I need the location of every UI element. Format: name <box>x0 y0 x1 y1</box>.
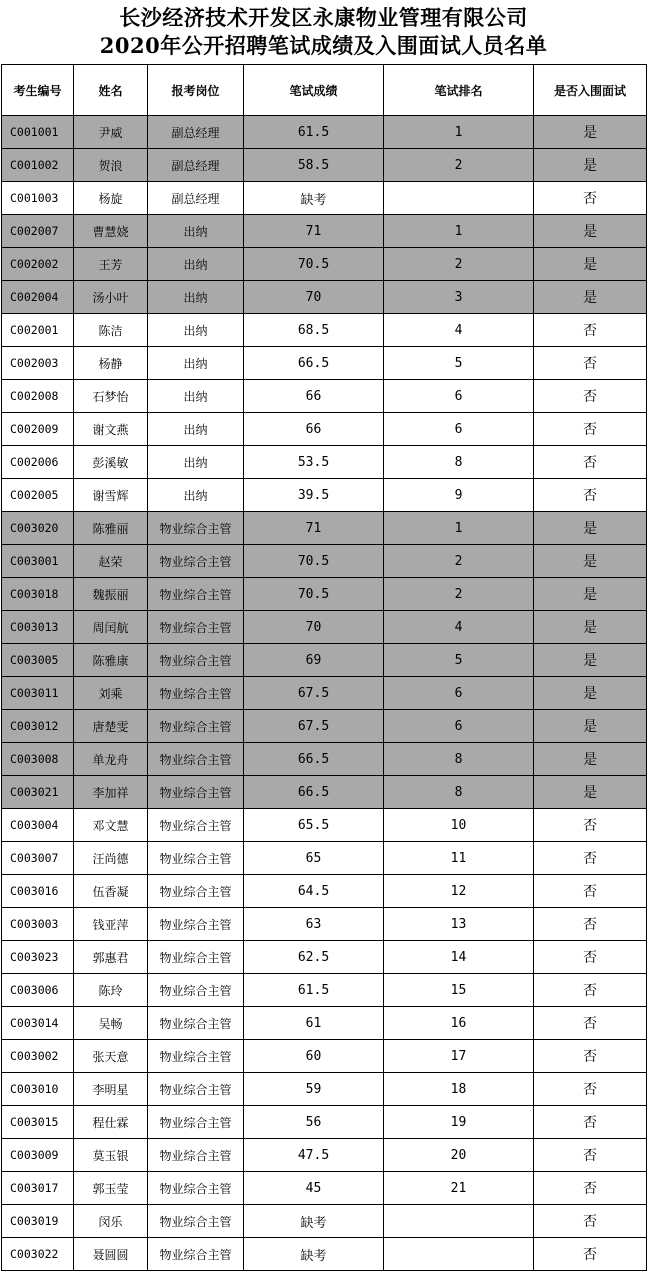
cell-rank: 6 <box>384 380 534 413</box>
cell-rank: 10 <box>384 809 534 842</box>
cell-position: 物业综合主管 <box>148 809 244 842</box>
cell-rank: 4 <box>384 314 534 347</box>
cell-name: 单龙舟 <box>74 743 148 776</box>
cell-interview: 是 <box>534 578 647 611</box>
cell-position: 物业综合主管 <box>148 710 244 743</box>
table-row <box>2 281 647 314</box>
cell-position: 出纳 <box>148 479 244 512</box>
cell-interview: 是 <box>534 512 647 545</box>
cell-rank: 21 <box>384 1172 534 1205</box>
cell-score: 缺考 <box>244 1238 384 1271</box>
cell-interview: 否 <box>534 842 647 875</box>
cell-candidate-id: C002008 <box>2 380 74 413</box>
cell-interview: 否 <box>534 809 647 842</box>
cell-interview: 是 <box>534 743 647 776</box>
cell-position: 出纳 <box>148 314 244 347</box>
table-row <box>2 611 647 644</box>
table-body <box>2 116 647 1271</box>
cell-name: 魏振丽 <box>74 578 148 611</box>
cell-score: 66.5 <box>244 743 384 776</box>
cell-rank: 12 <box>384 875 534 908</box>
cell-candidate-id: C003019 <box>2 1205 74 1238</box>
cell-name: 贺浪 <box>74 149 148 182</box>
cell-position: 物业综合主管 <box>148 941 244 974</box>
table-row <box>2 1040 647 1073</box>
cell-candidate-id: C003003 <box>2 908 74 941</box>
header-score: 笔试成绩 <box>244 65 384 116</box>
cell-candidate-id: C003011 <box>2 677 74 710</box>
cell-candidate-id: C003021 <box>2 776 74 809</box>
table-row <box>2 677 647 710</box>
cell-score: 65.5 <box>244 809 384 842</box>
cell-position: 物业综合主管 <box>148 611 244 644</box>
table-row <box>2 941 647 974</box>
cell-rank <box>384 182 534 215</box>
cell-candidate-id: C003006 <box>2 974 74 1007</box>
cell-score: 61.5 <box>244 974 384 1007</box>
cell-score: 70 <box>244 611 384 644</box>
cell-name: 陈雅康 <box>74 644 148 677</box>
header-position: 报考岗位 <box>148 65 244 116</box>
cell-interview: 否 <box>534 974 647 1007</box>
cell-score: 69 <box>244 644 384 677</box>
cell-candidate-id: C002006 <box>2 446 74 479</box>
cell-interview: 是 <box>534 776 647 809</box>
cell-score: 68.5 <box>244 314 384 347</box>
table-row <box>2 1205 647 1238</box>
cell-candidate-id: C001003 <box>2 182 74 215</box>
cell-position: 物业综合主管 <box>148 743 244 776</box>
cell-score: 66.5 <box>244 347 384 380</box>
cell-interview: 否 <box>534 413 647 446</box>
table-row <box>2 809 647 842</box>
cell-interview: 否 <box>534 1238 647 1271</box>
cell-position: 物业综合主管 <box>148 1139 244 1172</box>
cell-rank: 6 <box>384 677 534 710</box>
cell-name: 王芳 <box>74 248 148 281</box>
cell-score: 71 <box>244 215 384 248</box>
table-row <box>2 644 647 677</box>
table-row <box>2 1007 647 1040</box>
table-row <box>2 149 647 182</box>
cell-candidate-id: C002009 <box>2 413 74 446</box>
cell-name: 郭惠君 <box>74 941 148 974</box>
cell-score: 63 <box>244 908 384 941</box>
cell-rank: 18 <box>384 1073 534 1106</box>
cell-interview: 是 <box>534 611 647 644</box>
cell-candidate-id: C001002 <box>2 149 74 182</box>
cell-name: 汪尚德 <box>74 842 148 875</box>
cell-candidate-id: C003022 <box>2 1238 74 1271</box>
header-rank: 笔试排名 <box>384 65 534 116</box>
cell-rank: 14 <box>384 941 534 974</box>
cell-rank: 8 <box>384 776 534 809</box>
cell-score: 70 <box>244 281 384 314</box>
cell-position: 物业综合主管 <box>148 1073 244 1106</box>
cell-position: 物业综合主管 <box>148 578 244 611</box>
cell-rank: 3 <box>384 281 534 314</box>
cell-score: 65 <box>244 842 384 875</box>
cell-score: 缺考 <box>244 182 384 215</box>
cell-position: 物业综合主管 <box>148 545 244 578</box>
cell-candidate-id: C002002 <box>2 248 74 281</box>
cell-candidate-id: C003007 <box>2 842 74 875</box>
cell-name: 谢雪辉 <box>74 479 148 512</box>
cell-score: 70.5 <box>244 545 384 578</box>
cell-rank: 13 <box>384 908 534 941</box>
cell-score: 67.5 <box>244 710 384 743</box>
cell-rank: 6 <box>384 413 534 446</box>
cell-position: 物业综合主管 <box>148 1238 244 1271</box>
cell-score: 缺考 <box>244 1205 384 1238</box>
cell-name: 伍香凝 <box>74 875 148 908</box>
cell-name: 杨旋 <box>74 182 148 215</box>
cell-interview: 否 <box>534 446 647 479</box>
cell-rank: 2 <box>384 248 534 281</box>
cell-rank: 1 <box>384 215 534 248</box>
cell-name: 郭玉莹 <box>74 1172 148 1205</box>
cell-candidate-id: C003018 <box>2 578 74 611</box>
cell-rank: 2 <box>384 578 534 611</box>
table-row <box>2 842 647 875</box>
cell-interview: 是 <box>534 710 647 743</box>
table-row <box>2 215 647 248</box>
cell-rank: 2 <box>384 545 534 578</box>
cell-rank <box>384 1205 534 1238</box>
cell-candidate-id: C003020 <box>2 512 74 545</box>
cell-rank: 6 <box>384 710 534 743</box>
cell-name: 李明星 <box>74 1073 148 1106</box>
cell-interview: 是 <box>534 149 647 182</box>
cell-position: 物业综合主管 <box>148 1007 244 1040</box>
table-row <box>2 710 647 743</box>
cell-name: 邓文慧 <box>74 809 148 842</box>
cell-position: 出纳 <box>148 446 244 479</box>
cell-score: 67.5 <box>244 677 384 710</box>
cell-score: 59 <box>244 1073 384 1106</box>
cell-interview: 否 <box>534 314 647 347</box>
cell-rank: 8 <box>384 743 534 776</box>
cell-name: 谢文燕 <box>74 413 148 446</box>
cell-position: 物业综合主管 <box>148 1205 244 1238</box>
cell-position: 出纳 <box>148 215 244 248</box>
cell-interview: 否 <box>534 941 647 974</box>
cell-name: 闵乐 <box>74 1205 148 1238</box>
cell-position: 出纳 <box>148 347 244 380</box>
cell-candidate-id: C003017 <box>2 1172 74 1205</box>
cell-candidate-id: C003015 <box>2 1106 74 1139</box>
cell-name: 莫玉银 <box>74 1139 148 1172</box>
cell-position: 物业综合主管 <box>148 1172 244 1205</box>
cell-name: 彭溪敏 <box>74 446 148 479</box>
cell-position: 物业综合主管 <box>148 1106 244 1139</box>
cell-score: 61.5 <box>244 116 384 149</box>
cell-position: 物业综合主管 <box>148 644 244 677</box>
cell-position: 副总经理 <box>148 149 244 182</box>
cell-name: 周闰航 <box>74 611 148 644</box>
cell-name: 赵荣 <box>74 545 148 578</box>
cell-interview: 否 <box>534 347 647 380</box>
cell-position: 出纳 <box>148 413 244 446</box>
table-row <box>2 347 647 380</box>
cell-score: 56 <box>244 1106 384 1139</box>
cell-candidate-id: C002003 <box>2 347 74 380</box>
cell-interview: 否 <box>534 908 647 941</box>
table-row <box>2 1172 647 1205</box>
cell-interview: 是 <box>534 677 647 710</box>
cell-name: 陈玲 <box>74 974 148 1007</box>
cell-candidate-id: C002004 <box>2 281 74 314</box>
cell-position: 出纳 <box>148 248 244 281</box>
cell-interview: 是 <box>534 545 647 578</box>
table-row <box>2 776 647 809</box>
cell-name: 聂圆圆 <box>74 1238 148 1271</box>
cell-interview: 否 <box>534 1073 647 1106</box>
cell-rank <box>384 1238 534 1271</box>
cell-interview: 是 <box>534 116 647 149</box>
cell-score: 66.5 <box>244 776 384 809</box>
table-row <box>2 512 647 545</box>
cell-position: 副总经理 <box>148 116 244 149</box>
cell-candidate-id: C003008 <box>2 743 74 776</box>
cell-score: 61 <box>244 1007 384 1040</box>
cell-interview: 是 <box>534 644 647 677</box>
cell-score: 60 <box>244 1040 384 1073</box>
table-row <box>2 743 647 776</box>
table-row <box>2 182 647 215</box>
cell-interview: 是 <box>534 215 647 248</box>
cell-candidate-id: C003012 <box>2 710 74 743</box>
table-row <box>2 314 647 347</box>
cell-position: 物业综合主管 <box>148 908 244 941</box>
cell-name: 程仕霖 <box>74 1106 148 1139</box>
cell-interview: 是 <box>534 281 647 314</box>
cell-candidate-id: C003013 <box>2 611 74 644</box>
cell-candidate-id: C003002 <box>2 1040 74 1073</box>
cell-rank: 8 <box>384 446 534 479</box>
cell-candidate-id: C003005 <box>2 644 74 677</box>
cell-interview: 否 <box>534 1007 647 1040</box>
cell-position: 物业综合主管 <box>148 776 244 809</box>
title-line-1: 长沙经济技术开发区永康物业管理有限公司 <box>119 5 528 30</box>
title-line-2: 2020年公开招聘笔试成绩及入围面试人员名单 <box>99 33 548 58</box>
cell-score: 71 <box>244 512 384 545</box>
cell-interview: 否 <box>534 1040 647 1073</box>
cell-rank: 20 <box>384 1139 534 1172</box>
cell-score: 58.5 <box>244 149 384 182</box>
cell-rank: 4 <box>384 611 534 644</box>
table-row <box>2 479 647 512</box>
cell-rank: 5 <box>384 644 534 677</box>
cell-position: 物业综合主管 <box>148 1040 244 1073</box>
table-row <box>2 413 647 446</box>
cell-candidate-id: C002007 <box>2 215 74 248</box>
cell-position: 物业综合主管 <box>148 875 244 908</box>
cell-rank: 9 <box>384 479 534 512</box>
table-row <box>2 248 647 281</box>
cell-name: 尹威 <box>74 116 148 149</box>
cell-name: 李加祥 <box>74 776 148 809</box>
cell-rank: 17 <box>384 1040 534 1073</box>
cell-candidate-id: C003023 <box>2 941 74 974</box>
table-row <box>2 1238 647 1271</box>
cell-rank: 1 <box>384 116 534 149</box>
cell-name: 石梦怡 <box>74 380 148 413</box>
cell-score: 66 <box>244 380 384 413</box>
cell-interview: 否 <box>534 1205 647 1238</box>
cell-score: 62.5 <box>244 941 384 974</box>
cell-name: 唐楚雯 <box>74 710 148 743</box>
cell-score: 45 <box>244 1172 384 1205</box>
cell-name: 汤小叶 <box>74 281 148 314</box>
table-row <box>2 974 647 1007</box>
cell-candidate-id: C003010 <box>2 1073 74 1106</box>
cell-name: 刘乘 <box>74 677 148 710</box>
table-row <box>2 908 647 941</box>
cell-rank: 5 <box>384 347 534 380</box>
cell-name: 陈洁 <box>74 314 148 347</box>
table-row <box>2 1106 647 1139</box>
header-candidate-id: 考生编号 <box>2 65 74 116</box>
header-name: 姓名 <box>74 65 148 116</box>
cell-rank: 1 <box>384 512 534 545</box>
table-row <box>2 1139 647 1172</box>
cell-score: 53.5 <box>244 446 384 479</box>
cell-rank: 15 <box>384 974 534 1007</box>
cell-interview: 否 <box>534 875 647 908</box>
cell-name: 吴畅 <box>74 1007 148 1040</box>
cell-score: 47.5 <box>244 1139 384 1172</box>
table-row <box>2 578 647 611</box>
cell-score: 70.5 <box>244 248 384 281</box>
cell-position: 物业综合主管 <box>148 974 244 1007</box>
cell-rank: 11 <box>384 842 534 875</box>
cell-interview: 否 <box>534 1139 647 1172</box>
table-row <box>2 116 647 149</box>
cell-interview: 否 <box>534 380 647 413</box>
table-row <box>2 446 647 479</box>
table-row <box>2 1073 647 1106</box>
header-row <box>2 65 647 116</box>
cell-interview: 否 <box>534 1172 647 1205</box>
cell-name: 钱亚萍 <box>74 908 148 941</box>
cell-position: 副总经理 <box>148 182 244 215</box>
cell-candidate-id: C001001 <box>2 116 74 149</box>
cell-candidate-id: C003014 <box>2 1007 74 1040</box>
cell-interview: 否 <box>534 479 647 512</box>
cell-interview: 否 <box>534 1106 647 1139</box>
cell-interview: 否 <box>534 182 647 215</box>
cell-score: 70.5 <box>244 578 384 611</box>
cell-candidate-id: C003001 <box>2 545 74 578</box>
cell-rank: 2 <box>384 149 534 182</box>
cell-name: 陈雅丽 <box>74 512 148 545</box>
cell-candidate-id: C002001 <box>2 314 74 347</box>
cell-rank: 19 <box>384 1106 534 1139</box>
cell-candidate-id: C002005 <box>2 479 74 512</box>
cell-candidate-id: C003009 <box>2 1139 74 1172</box>
results-table <box>1 64 647 1271</box>
cell-score: 64.5 <box>244 875 384 908</box>
cell-position: 物业综合主管 <box>148 677 244 710</box>
table-row <box>2 380 647 413</box>
cell-position: 出纳 <box>148 380 244 413</box>
cell-rank: 16 <box>384 1007 534 1040</box>
cell-position: 物业综合主管 <box>148 842 244 875</box>
header-interview: 是否入围面试 <box>534 65 647 116</box>
cell-position: 物业综合主管 <box>148 512 244 545</box>
cell-candidate-id: C003016 <box>2 875 74 908</box>
cell-score: 66 <box>244 413 384 446</box>
cell-position: 出纳 <box>148 281 244 314</box>
cell-name: 杨静 <box>74 347 148 380</box>
table-row <box>2 875 647 908</box>
cell-score: 39.5 <box>244 479 384 512</box>
cell-name: 曹慧娆 <box>74 215 148 248</box>
cell-interview: 是 <box>534 248 647 281</box>
document-title <box>0 0 647 64</box>
cell-name: 张天意 <box>74 1040 148 1073</box>
table-row <box>2 545 647 578</box>
cell-candidate-id: C003004 <box>2 809 74 842</box>
